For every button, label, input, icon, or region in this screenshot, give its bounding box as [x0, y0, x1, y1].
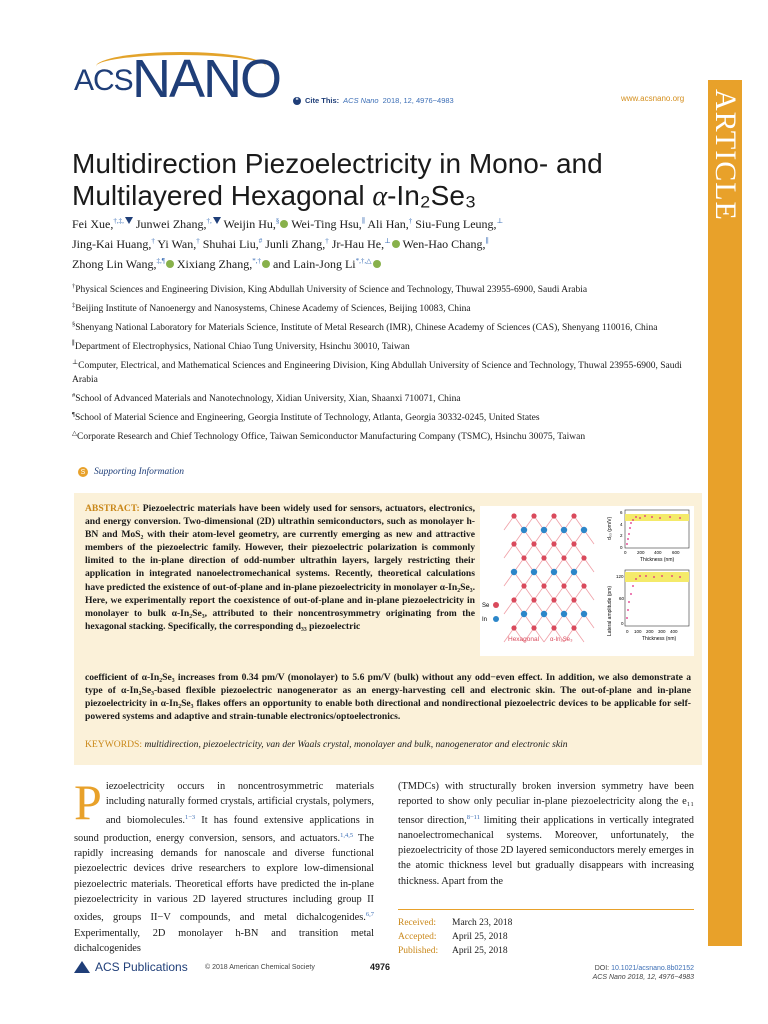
logo-nano: NANO	[132, 49, 281, 109]
lattice-atom	[541, 527, 547, 533]
abstract-text-narrow	[85, 502, 475, 633]
lateral-point	[626, 617, 628, 619]
section-tag: ARTICLE	[709, 89, 742, 221]
body-text: The rapidly increasing demands for nanoscale and diverse functional piezoelectric devices drive researchers to explore low-dimensional piezoelectric materials. Theoretical efforts have predicted the in-plane piezoelectricity in various 2D layered structures including group II oxides, groups II−V compounds, and metal dichalcogenides.	[74, 832, 374, 924]
date-received	[398, 916, 694, 930]
cite-label: Cite This:	[305, 96, 340, 105]
keywords	[85, 739, 568, 750]
author-name[interactable]: Xixiang Zhang,	[176, 257, 253, 271]
publisher-name: ACS Publications	[95, 960, 188, 974]
lattice-atom	[531, 513, 536, 518]
d33-xlabel: Thickness (nm)	[640, 557, 675, 563]
lateral-xtick: 200	[646, 629, 654, 634]
lattice-atom	[541, 583, 546, 588]
body-column-2	[398, 779, 694, 889]
lattice-atom	[551, 513, 556, 518]
affiliation-item	[72, 427, 700, 444]
d33-point	[639, 517, 641, 519]
author-mark: #	[258, 237, 263, 245]
lateral-point	[661, 575, 663, 577]
drop-cap: P	[74, 774, 102, 830]
supporting-information-link[interactable]	[78, 467, 184, 477]
lattice-atom	[521, 583, 526, 588]
lattice-atom	[531, 569, 537, 575]
author-mark: †	[408, 217, 413, 225]
author-mark: ⊥	[496, 217, 504, 225]
doi-link[interactable]: 10.1021/acsnano.8b02152	[611, 965, 694, 972]
affiliation-text: Department of Electrophysics, National Chiao Tung University, Hsinchu 30010, Taiwan	[75, 342, 410, 352]
d33-point	[669, 516, 671, 518]
title-line-1: Multidirection Piezoelectricity in Mono- and	[72, 148, 603, 179]
lateral-xtick: 100	[634, 629, 642, 634]
author-name[interactable]: Fei Xue,	[72, 217, 114, 231]
lattice-atom	[581, 583, 586, 588]
author-name[interactable]: Wen-Hao Chang,	[402, 237, 486, 251]
lattice-atom	[541, 555, 546, 560]
lattice-atom	[531, 625, 536, 630]
supporting-info-icon: S	[78, 467, 88, 477]
d33-ytick: 4	[620, 522, 623, 527]
author-name[interactable]: Yi Wan,	[157, 237, 197, 251]
journal-ref: ACS Nano 2018, 12, 4976−4983	[592, 974, 694, 981]
affiliation-mark: ‡	[72, 302, 76, 309]
lattice-atom	[511, 513, 516, 518]
cite-journal: ACS Nano	[343, 96, 379, 105]
abstract-body: Piezoelectric materials have been widely used for sensors, actuators, electronics, and energy conversion. Two-dimensional (2D) ultrathin semiconductors, such as monolayer h-BN and MoS₂ with their atom-level geometry, are currently emerging as new and attractive members of the piezoelectric family. However, their piezoelectric polarization is commonly limited to the in-plane direction of odd-number ultrathin layers, largely restricting their application in integrated nanoelectromechanical systems. Recently, theoretical calculations have predicted the existence of out-of-plane and in-plane piezoelectricity in monolayer α-In₂Se₃. Here, we experimentally report the coexistence of out-of-plane and in-plane piezoelectricity in monolayer to bulk α-In₂Se₃, attributed to their noncentrosymmetry originating from the hexagonal stacking. Specifically, the corresponding d₃₃ piezoelectric	[85, 503, 475, 632]
title-line-2-post: -In₂Se₃	[387, 180, 477, 211]
lattice-atom	[521, 611, 527, 617]
date-value: April 25, 2018	[452, 932, 508, 942]
legend-in: In	[482, 617, 488, 623]
affiliation-mark: ⊥	[72, 359, 79, 366]
orcid-icon[interactable]	[280, 220, 288, 228]
body-column-1	[74, 774, 374, 956]
affiliation-item	[72, 408, 700, 425]
body-text: (TMDCs) with structurally broken inversion symmetry have been reported to show only peculiar in-plane piezoelectricity along the e₁₁ tensor direction,	[398, 781, 694, 826]
toc-caption-hexagonal: Hexagonal	[508, 636, 540, 643]
affiliation-mark: #	[72, 392, 76, 399]
doi-line	[520, 964, 694, 973]
affiliation-mark: △	[72, 430, 77, 437]
d33-xtick: 400	[654, 550, 662, 555]
d33-point	[630, 522, 632, 524]
date-value: April 25, 2018	[452, 946, 508, 956]
acs-triangle-icon	[74, 961, 90, 973]
d33-point	[627, 538, 629, 540]
lattice-atom	[511, 541, 516, 546]
author-name[interactable]: Jr-Hau He,	[331, 237, 385, 251]
lattice-atom	[511, 625, 516, 630]
d33-xtick: 0	[624, 550, 627, 555]
keywords-label: KEYWORDS:	[85, 739, 143, 750]
lattice-atom	[531, 541, 536, 546]
author-mark: †	[151, 237, 155, 245]
lateral-ytick: 120	[616, 574, 624, 579]
d33-point	[628, 533, 630, 535]
lattice-atom	[531, 597, 536, 602]
lattice-atom	[561, 611, 567, 617]
affiliation-text: Computer, Electrical, and Mathematical Sciences and Engineering Division, King Abdullah University of Science and Technology, Thuwal 23955-6900, Saudi Arabia	[72, 361, 682, 385]
lateral-ytick: 60	[619, 596, 625, 601]
date-value: March 23, 2018	[452, 918, 513, 928]
copyright: © 2018 American Chemical Society	[205, 964, 315, 971]
toc-graphic	[480, 506, 694, 656]
lattice-atom	[511, 569, 517, 575]
d33-ytick: 2	[620, 533, 623, 538]
author-list	[72, 213, 700, 273]
lateral-xtick: 300	[658, 629, 666, 634]
d33-point	[635, 516, 637, 518]
d33-point	[651, 516, 653, 518]
lateral-xtick: 0	[626, 629, 629, 634]
equal-contribution-icon	[125, 217, 133, 224]
triangle-mark: △	[366, 257, 372, 265]
legend-in-dot	[493, 616, 499, 622]
affiliation-mark: §	[72, 321, 76, 328]
citation-ref[interactable]: 1,4,5	[340, 831, 354, 839]
logo-acs: ACS	[74, 64, 133, 97]
body-text: iezoelectricity occurs in noncentrosymmetric materials including naturally formed crystals, artificial crystals, polymers, and biomolecules.	[105, 781, 374, 826]
affiliation-text: School of Advanced Materials and Nanotechnology, Xidian University, Xian, Shaanxi 710071, China	[75, 394, 461, 404]
lateral-ytick: 0	[621, 621, 624, 626]
author-mark: §	[275, 217, 280, 225]
lattice-atom	[561, 527, 567, 533]
lateral-point	[628, 601, 630, 603]
d33-point	[644, 515, 646, 517]
orcid-icon[interactable]	[262, 260, 270, 268]
affiliation-item	[72, 337, 700, 354]
author-name[interactable]: Jing-Kai Huang,	[72, 237, 152, 251]
legend-se-dot	[493, 602, 499, 608]
date-accepted	[398, 930, 694, 944]
lateral-ylabel: Lateral amplitude (pm)	[607, 585, 613, 636]
lattice-atom	[551, 541, 556, 546]
affiliation-item	[72, 356, 700, 387]
d33-ylabel: d₃₃ (pm/V)	[607, 516, 613, 540]
page-number: 4976	[370, 962, 391, 972]
cite-ref: 2018, 12, 4976−4983	[382, 96, 454, 105]
author-name[interactable]: Wei-Ting Hsu,	[291, 217, 362, 231]
legend-se: Se	[482, 603, 490, 609]
date-label: Accepted:	[398, 932, 437, 942]
keywords-text: multidirection, piezoelectricity, van der Waals crystal, monolayer and bulk, nanogenerator and electronic skin	[144, 739, 568, 750]
abstract-text-full: coefficient of α-In₂Se₃ increases from 0.34 pm/V (monolayer) to 5.6 pm/V (bulk) without any odd−even effect. In addition, we also demonstrate a type of α-In₂Se₃-based flexible piezoelectric nanogenerator as an energy-harvesting cell and electronic skin. The out-of-plane and in-plane piezoelectricity in α-In₂Se₃ flakes offers an opportunity to enable both directional and nondirectional piezoelectric devices to be applicable for self-powered systems and adaptive and strain-tunable electronics/optoelectronics.	[85, 672, 691, 723]
title-alpha: α	[372, 181, 388, 212]
d33-point	[629, 527, 631, 529]
d33-ytick: 0	[620, 545, 623, 550]
lattice-atom	[521, 527, 527, 533]
author-mark: ∥	[361, 217, 366, 225]
body-text: It has found extensive applications in sound production, energy conversion, sensors, and actuators.	[74, 814, 374, 844]
body-text: Experimentally, 2D monolayer h-BN and transition metal dichalcogenides	[74, 927, 374, 954]
lattice-atom	[521, 555, 526, 560]
supporting-info-label: Supporting Information	[94, 467, 184, 477]
lattice-atom	[551, 569, 557, 575]
crystal-structure	[504, 513, 594, 642]
affiliation-text: Beijing Institute of Nanoenergy and Nanosystems, Chinese Academy of Sciences, Beijing 10083, China	[75, 304, 471, 314]
author-line-1	[72, 213, 700, 233]
doi-label: DOI:	[594, 965, 610, 972]
lattice-atom	[551, 597, 556, 602]
lattice-atom	[561, 583, 566, 588]
lateral-point	[635, 578, 637, 580]
lattice-atom	[571, 597, 576, 602]
d33-ytick: 6	[620, 510, 623, 515]
lateral-xlabel: Thickness (nm)	[642, 636, 677, 642]
affiliation-list	[72, 280, 700, 446]
acs-publications-logo[interactable]	[74, 960, 188, 974]
doi-block	[520, 964, 694, 982]
affiliation-text: School of Material Science and Engineering, Georgia Institute of Technology, Atlanta, Georgia 30332-0245, United States	[74, 413, 540, 423]
lateral-point	[671, 575, 673, 577]
d33-chart	[607, 510, 689, 563]
d33-xtick: 600	[672, 550, 680, 555]
cite-this[interactable]	[293, 96, 454, 105]
author-name[interactable]: Siu-Fung Leung,	[415, 217, 497, 231]
d33-xtick: 200	[637, 550, 645, 555]
lattice-atom	[551, 625, 556, 630]
author-mark: *,†,	[355, 257, 367, 265]
toc-svg	[480, 506, 694, 656]
author-mark: †,‡,	[113, 217, 124, 225]
lateral-point	[679, 576, 681, 578]
lattice-atom	[511, 597, 516, 602]
site-url[interactable]: www.acsnano.org	[621, 94, 685, 103]
date-label: Received:	[398, 918, 436, 928]
lattice-atom	[571, 541, 576, 546]
author-name[interactable]: Zhong Lin Wang,	[72, 257, 157, 271]
affiliation-item	[72, 389, 700, 406]
d33-point	[659, 517, 661, 519]
lateral-point	[627, 609, 629, 611]
lattice-atom	[581, 555, 586, 560]
orcid-icon[interactable]	[373, 260, 381, 268]
toc-caption-material: α-In₂Se₃	[550, 637, 573, 643]
lateral-point	[632, 585, 634, 587]
lateral-point	[653, 576, 655, 578]
orcid-icon[interactable]	[392, 240, 400, 248]
author-mark: †	[325, 237, 329, 245]
lateral-point	[639, 575, 641, 577]
author-mark: †,	[206, 217, 212, 225]
author-line-2	[72, 233, 700, 253]
orcid-icon[interactable]	[166, 260, 174, 268]
lateral-point	[630, 593, 632, 595]
author-name[interactable]: Shuhai Liu,	[202, 237, 259, 251]
citation-ref[interactable]: 6,7	[365, 911, 374, 919]
paper-title	[72, 148, 692, 213]
author-name[interactable]: Weijin Hu,	[223, 217, 276, 231]
author-name[interactable]: and Lain-Jong Li	[272, 257, 356, 271]
affiliation-mark: †	[72, 283, 76, 290]
author-name[interactable]: Ali Han,	[367, 217, 409, 231]
author-mark: ∥	[485, 237, 489, 245]
lattice-atom	[571, 625, 576, 630]
affiliation-item	[72, 318, 700, 335]
lattice-atom	[581, 611, 587, 617]
date-label: Published:	[398, 946, 439, 956]
lattice-atom	[561, 555, 566, 560]
affiliation-mark: ∥	[72, 340, 76, 347]
citation-ref[interactable]: 8−11	[466, 813, 480, 821]
d33-point	[632, 519, 634, 521]
lateral-xtick: 400	[670, 629, 678, 634]
d33-point	[626, 543, 628, 545]
citation-ref[interactable]: 1−3	[184, 813, 196, 821]
author-mark: *,†	[252, 257, 261, 265]
author-mark: †	[196, 237, 200, 245]
affiliation-mark: ¶	[72, 411, 75, 418]
affiliation-item	[72, 280, 700, 297]
author-mark: ⊥	[384, 237, 391, 245]
date-published	[398, 944, 694, 958]
title-line-2	[72, 180, 692, 213]
author-name[interactable]: Junwei Zhang,	[135, 217, 207, 231]
affiliation-text: Physical Sciences and Engineering Division, King Abdullah University of Science and Technology, Thuwal 23955-6900, Saudi Arabia	[75, 285, 588, 295]
lateral-amplitude-chart	[607, 570, 689, 642]
author-mark: ‡,¶	[156, 257, 165, 265]
affiliation-text: Corporate Research and Chief Technology Office, Taiwan Semiconductor Manufacturing Company (TSMC), Hsinchu 30075, Taiwan	[77, 432, 586, 442]
affiliation-item	[72, 299, 700, 316]
author-name[interactable]: Junli Zhang,	[265, 237, 326, 251]
author-line-3	[72, 253, 700, 273]
cite-icon: ❝	[293, 97, 301, 105]
abstract-label: ABSTRACT:	[85, 503, 140, 514]
lattice-atom	[541, 611, 547, 617]
equal-contribution-icon	[213, 217, 221, 224]
title-line-2-pre: Multilayered Hexagonal	[72, 180, 373, 211]
lattice-atom	[571, 569, 577, 575]
lattice-atom	[581, 527, 587, 533]
body-text: limiting their applications in vertically integrated nanoelectromechanical systems. Moreover, unfortunately, the piezoelectricity of those 2D layered semiconductors merely emerges in the atomic thickness level but gradually disappears with increasing thickness. Apart from the	[398, 814, 694, 887]
affiliation-text: Shenyang National Laboratory for Materials Science, Institute of Metal Research (IMR), Chinese Academy of Sciences (CAS), Shenyang 110016, China	[75, 323, 658, 333]
d33-point	[679, 517, 681, 519]
abstract-box	[74, 493, 702, 765]
publication-dates	[398, 909, 694, 958]
lattice-atom	[571, 513, 576, 518]
lateral-point	[645, 575, 647, 577]
